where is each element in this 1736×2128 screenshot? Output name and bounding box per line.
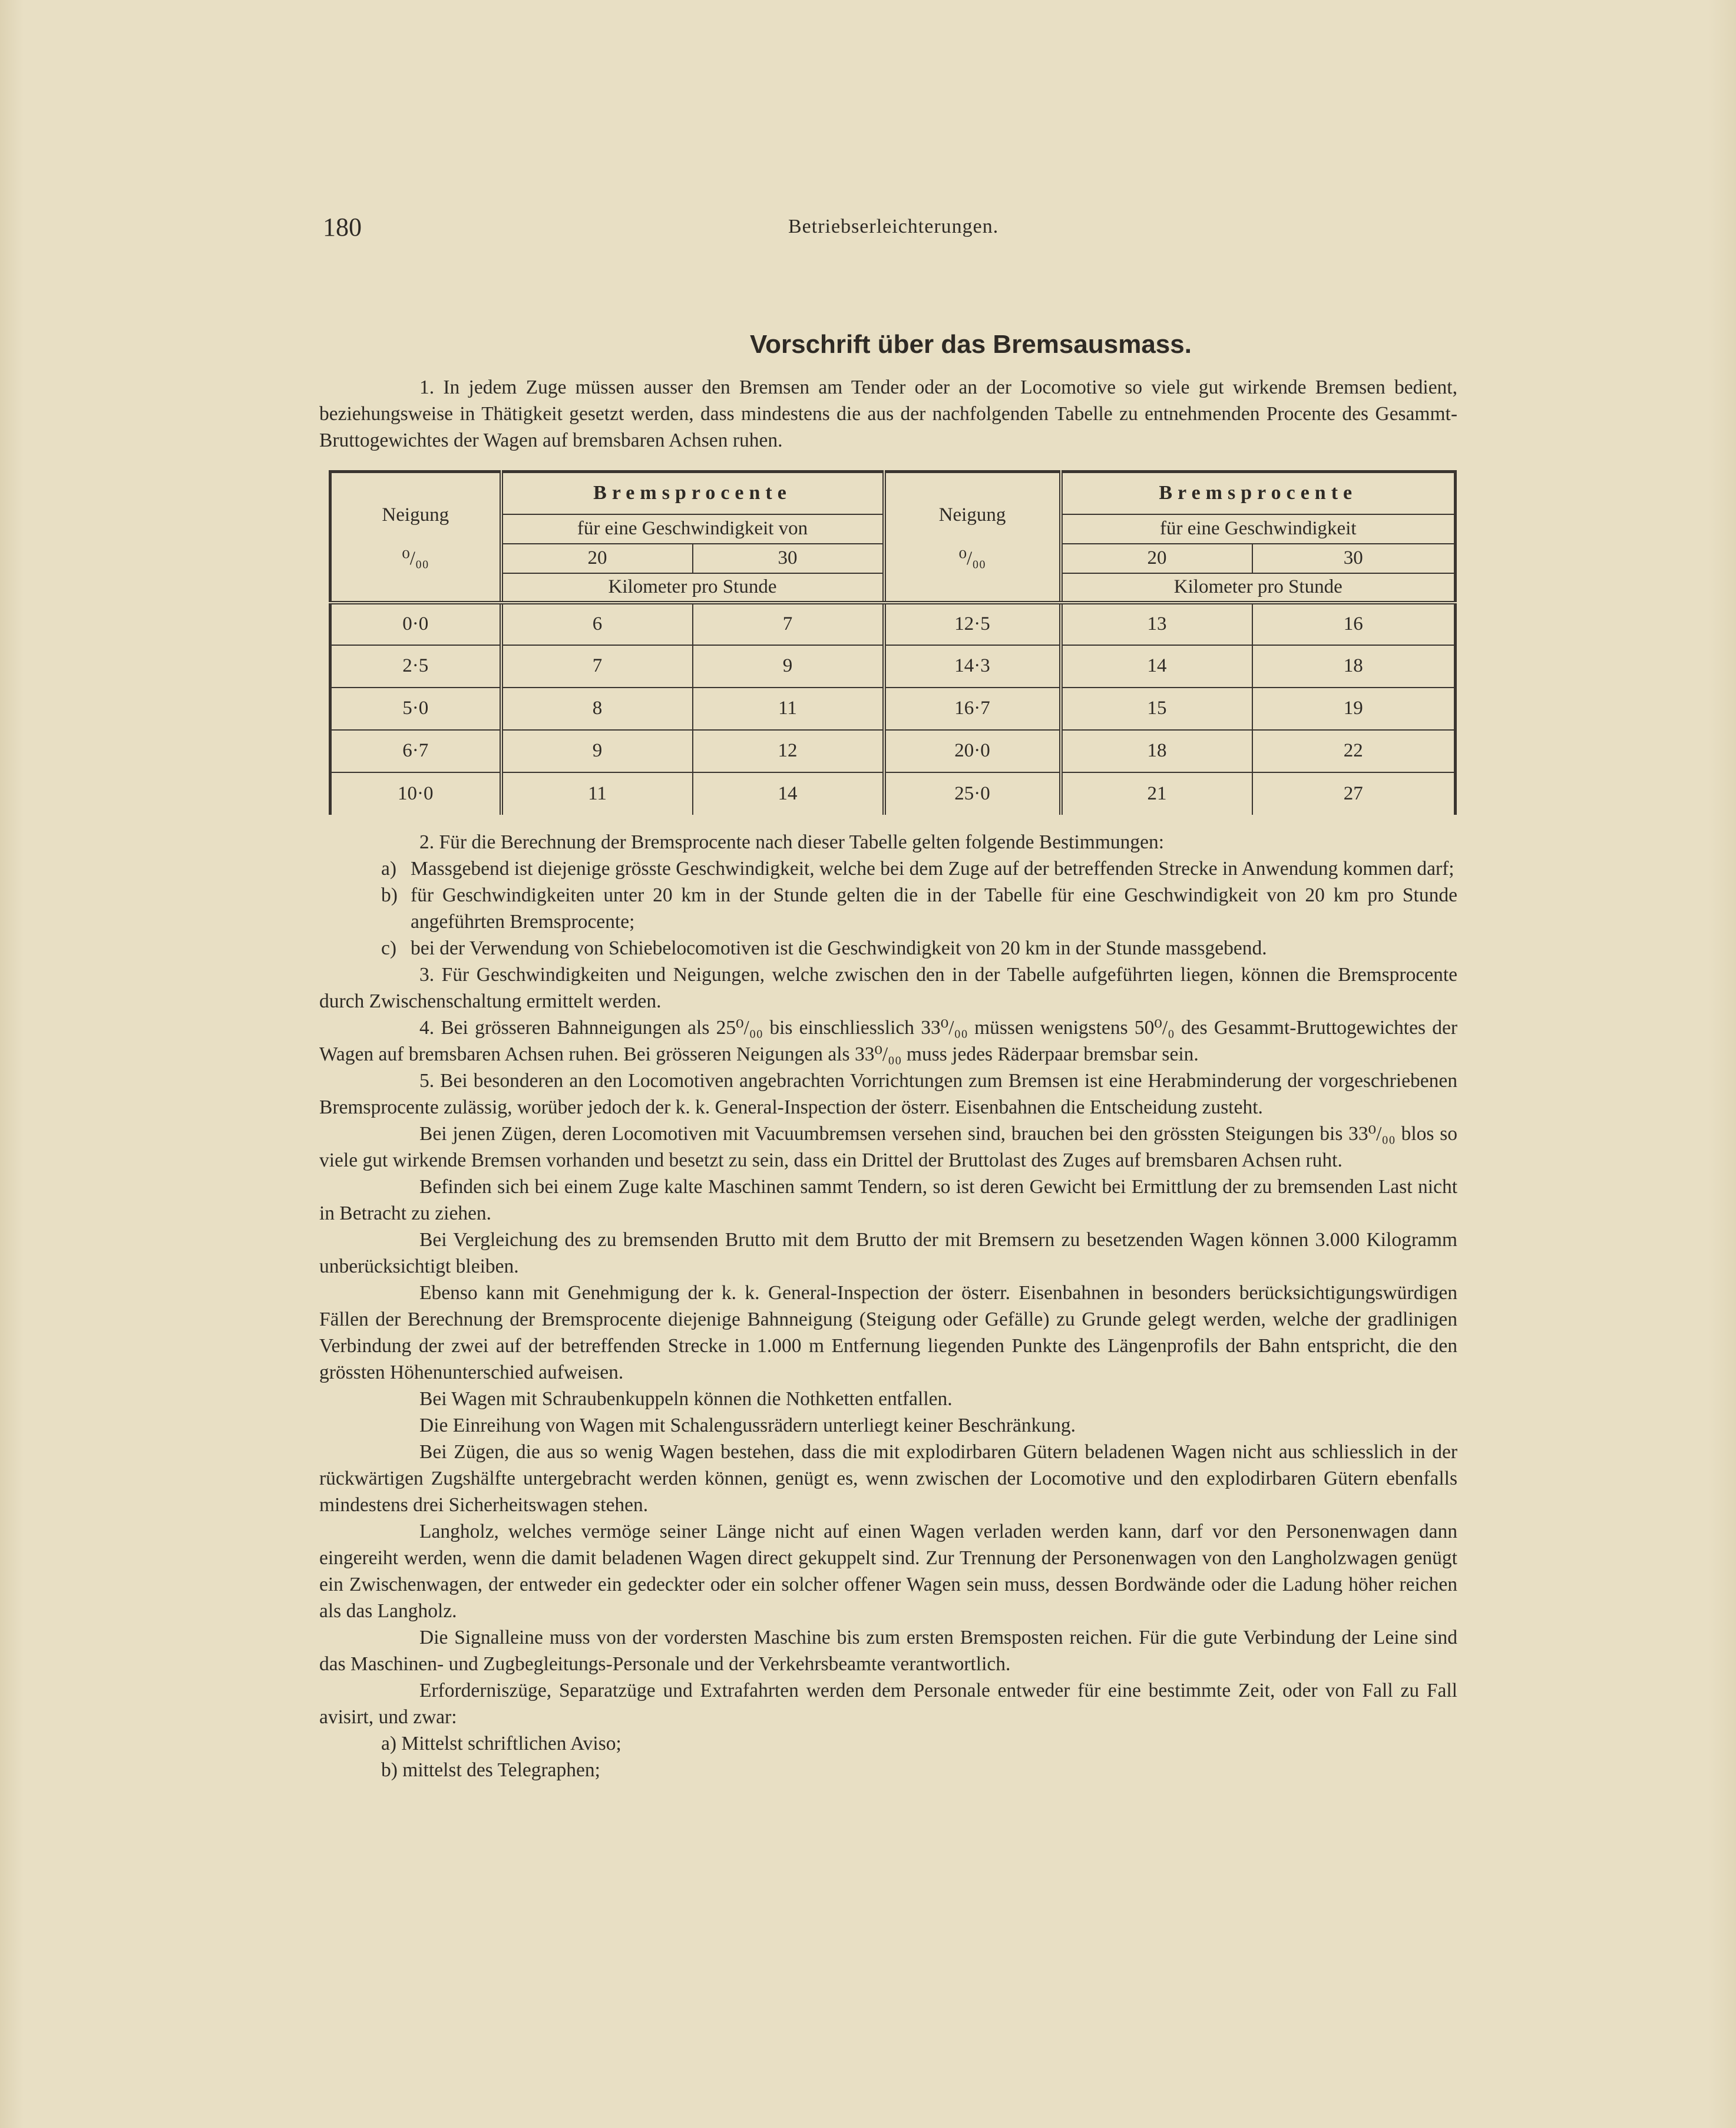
list-text: mittelst des Telegraphen; [402, 1759, 600, 1781]
bremsprocent-30: 16 [1252, 603, 1456, 645]
bremsprocente-header-right: Bremsprocente [1061, 472, 1456, 514]
neigung-unit-right: ⁰/₀₀ [958, 547, 986, 569]
paragraph-3: 3. Für Geschwindigkeiten und Neigungen, welche zwischen den in der Tabelle aufgeführten liegen, können die Bremsprocente durch Zwischenschaltung ermittelt werden. [319, 964, 1457, 1012]
list-item-2b [319, 882, 1457, 935]
neigung-label-right: Neigung [938, 504, 1006, 526]
list-item-2c [319, 935, 1457, 961]
bremsprocent-20: 21 [1061, 772, 1252, 815]
paragraph-5: 5. Bei besonderen an den Locomotiven angebrachten Vorrichtungen zum Bremsen ist eine Herabminderung der vorgeschriebenen Bremsprocente zulässig, worüber jedoch der k. k. General-Inspection der österr. Eisenbahnen die Entscheidung zusteht. [319, 1070, 1457, 1118]
bremsprocent-30: 19 [1252, 688, 1456, 730]
neigung-value: 6·7 [330, 730, 501, 772]
paragraph-schalengussraeder: Die Einreihung von Wagen mit Schalengussrädern unterliegt keiner Beschränkung. [419, 1415, 1076, 1436]
neigung-value: 20·0 [884, 730, 1061, 772]
paragraph-2: 2. Für die Berechnung der Bremsprocente nach dieser Tabelle gelten folgende Bestimmungen: [419, 831, 1165, 853]
running-head: Betriebserleichterungen. [788, 216, 999, 237]
page-header [323, 212, 1619, 247]
bremsprocent-20: 15 [1061, 688, 1252, 730]
paragraph-genehmigung: Ebenso kann mit Genehmigung der k. k. General-Inspection der österr. Eisenbahnen in besonders berücksichtigungswürdigen Fällen der Berechnung der Bremsprocente diejenige Bahnneigung (Steigung oder Gefälle) zu Grunde gelegt werden, welche der gradlinigen Verbindung der zwei auf der betreffenden Strecke in 1.000 m Entfernung liegenden Punkte des Längenprofils der Bahn entspricht, die den grössten Höhenunterschied aufweisen. [319, 1282, 1457, 1383]
intro-paragraph: 1. In jedem Zuge müssen ausser den Bremsen am Tender oder an der Locomotive so viele gut wirkende Bremsen bedient, beziehungsweise in Thätigkeit gesetzt werden, dass mindestens die aus der nachfolgenden Tabelle zu entnehmenden Procente des Gesammt-Bruttogewichtes der Wagen auf bremsbaren Achsen ruhen. [319, 376, 1457, 451]
list-label: c) [381, 937, 397, 959]
neigung-unit-left: ⁰/₀₀ [402, 547, 429, 569]
bremsprocent-20: 18 [1061, 730, 1252, 772]
paragraph-kalte-maschinen: Befinden sich bei einem Zuge kalte Maschinen sammt Tendern, so ist deren Gewicht bei Ermittlung der zu bremsenden Last nicht in Betracht zu ziehen. [319, 1176, 1457, 1224]
list-item-aviso [319, 1730, 1457, 1757]
table-row [330, 603, 1456, 645]
list-text: Mittelst schriftlichen Aviso; [401, 1733, 621, 1754]
paragraph-explodirbare-gueter: Bei Zügen, die aus so wenig Wagen bestehen, dass die mit explodirbaren Gütern beladenen Wagen nicht aus schliesslich in der rückwärtigen Zugshälfte untergebracht werden können, genügt es, wenn zwischen der Locomotive und den explodirbaren Gütern ebenfalls mindestens drei Sicherheitswagen stehen. [319, 1441, 1457, 1516]
bremsprocent-20: 14 [1061, 645, 1252, 688]
bremsprocent-30: 14 [693, 772, 884, 815]
section-title: Vorschrift über das Bremsausmass. [750, 330, 1192, 359]
list-label: b) [381, 884, 398, 906]
table-row [330, 688, 1456, 730]
table-row [330, 730, 1456, 772]
bremsprocent-30: 9 [693, 645, 884, 688]
list-label: b) [381, 1759, 398, 1781]
paragraph-erforderniszuege: Erforderniszüge, Separatzüge und Extrafahrten werden dem Personale entweder für eine bestimmte Zeit, oder von Fall zu Fall avisirt, und zwar: [319, 1680, 1457, 1728]
paragraph-vacuum: Bei jenen Zügen, deren Locomotiven mit Vacuumbremsen versehen sind, brauchen bei den grössten Steigungen bis 33⁰/₀₀ blos so viele gut wirkende Bremsen vorhanden und besetzt zu sein, dass ein Drittel der Bruttolast des Zuges auf bremsbaren Achsen ruht. [319, 1123, 1457, 1171]
paragraph-vergleichung: Bei Vergleichung des zu bremsenden Brutto mit dem Brutto der mit Bremsern zu besetzenden Wagen können 3.000 Kilogramm unberücksichtigt bleiben. [319, 1229, 1457, 1277]
paragraph-langholz: Langholz, welches vermöge seiner Länge nicht auf einen Wagen verladen werden kann, darf vor den Personenwagen dann eingereiht werden, wenn die damit beladenen Wagen direct gekuppelt sind. Zur Trennung der Personenwagen von den Langholzwagen genügt ein Zwischenwagen, der entweder ein gedeckter oder ein solcher offener Wagen sein muss, dessen Bordwände oder die Ladung höher reichen als das Langholz. [319, 1521, 1457, 1622]
bremsprocent-30: 11 [693, 688, 884, 730]
neigung-value: 14·3 [884, 645, 1061, 688]
neigung-value: 0·0 [330, 603, 501, 645]
neigung-header-right [884, 472, 1061, 603]
bremsprocent-30: 12 [693, 730, 884, 772]
paragraph-signalleine: Die Signalleine muss von der vordersten Maschine bis zum ersten Bremsposten reichen. Für die gute Verbindung der Leine sind das Maschinen- und Zugbegleitungs-Personale und der Verkehrsbeamte verantwortlich. [319, 1627, 1457, 1675]
list-item-2a [319, 855, 1457, 882]
paragraph-schraubenkuppeln: Bei Wagen mit Schraubenkuppeln können die Nothketten entfallen. [419, 1388, 953, 1410]
bremsprocent-30: 27 [1252, 772, 1456, 815]
neigung-value: 5·0 [330, 688, 501, 730]
speed-label-left: für eine Geschwindigkeit von [501, 514, 884, 544]
neigung-value: 12·5 [884, 603, 1061, 645]
page-number: 180 [323, 213, 362, 242]
table-row [330, 645, 1456, 688]
neigung-value: 10·0 [398, 782, 434, 804]
intro-block [319, 374, 1457, 454]
speed-label-right: für eine Geschwindigkeit [1061, 514, 1456, 544]
table-row [330, 772, 1456, 815]
neigung-value: 2·5 [330, 645, 501, 688]
neigung-header-left [330, 472, 501, 603]
bremsprocent-20: 7 [501, 645, 693, 688]
list-text: für Geschwindigkeiten unter 20 km in der Stunde gelten die in der Tabelle für eine Geschwindigkeit von 20 km pro Stunde angeführten Bremsprocente; [411, 884, 1457, 933]
bremsprocent-20: 13 [1061, 603, 1252, 645]
bremsprocente-table [329, 470, 1454, 809]
list-item-telegraph [319, 1757, 1457, 1783]
bremsprocente-header-left: Bremsprocente [501, 472, 884, 514]
speed-30-left: 30 [693, 544, 884, 573]
unit-label-left: Kilometer pro Stunde [501, 573, 884, 603]
speed-30-right: 30 [1252, 544, 1456, 573]
bremsprocent-20: 8 [501, 688, 693, 730]
body-text [319, 829, 1457, 1783]
bremsprocent-30: 18 [1252, 645, 1456, 688]
speed-20-left: 20 [501, 544, 693, 573]
bremsprocent-30: 7 [693, 603, 884, 645]
list-label: a) [381, 858, 397, 880]
neigung-label-left: Neigung [382, 504, 449, 526]
paragraph-4: 4. Bei grösseren Bahnneigungen als 25⁰/₀₀ bis einschliesslich 33⁰/₀₀ müssen wenigstens 50⁰/₀ des Gesammt-Bruttogewichtes der Wagen auf bremsbaren Achsen ruhen. Bei grösseren Neigungen als 33⁰/₀₀ muss jedes Räderpaar bremsbar sein. [319, 1017, 1457, 1065]
bremsprocent-30: 22 [1252, 730, 1456, 772]
neigung-value: 25·0 [954, 782, 990, 804]
bremsprocent-20: 11 [501, 772, 693, 815]
neigung-value: 16·7 [884, 688, 1061, 730]
bremsprocent-20: 6 [501, 603, 693, 645]
bremsprocent-20: 9 [501, 730, 693, 772]
list-label: a) [381, 1733, 397, 1754]
list-text: bei der Verwendung von Schiebelocomotiven ist die Geschwindigkeit von 20 km in der Stunde massgebend. [411, 937, 1267, 959]
table [329, 470, 1457, 815]
list-text: Massgebend ist diejenige grösste Geschwindigkeit, welche bei dem Zuge auf der betreffenden Strecke in Anwendung kommen darf; [411, 858, 1454, 880]
unit-label-right: Kilometer pro Stunde [1061, 573, 1456, 603]
speed-20-right: 20 [1061, 544, 1252, 573]
